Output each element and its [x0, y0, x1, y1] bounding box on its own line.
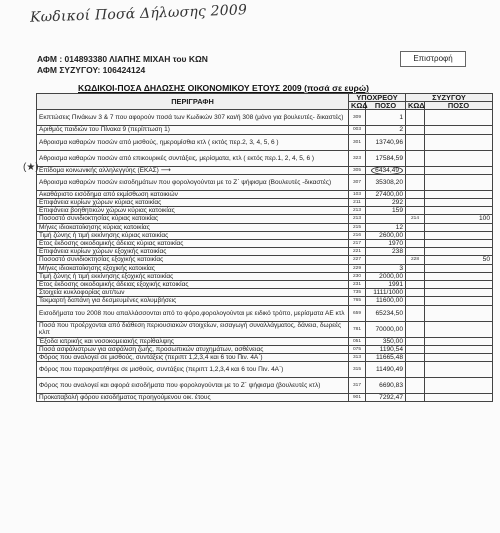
table-row	[37, 150, 493, 166]
table-row	[37, 110, 493, 126]
handwritten-star-mark: (★)	[23, 161, 39, 173]
row-spouse-code	[406, 150, 425, 166]
row-code: 735	[349, 289, 366, 297]
row-amount: 35308,20	[366, 174, 406, 190]
table-row	[37, 378, 493, 394]
row-description: Έξοδα ιατρικής και νοσοκομειακής περίθαλψης	[37, 337, 349, 345]
row-code: 051	[349, 337, 366, 345]
table-row	[37, 394, 493, 402]
row-spouse-code	[406, 174, 425, 190]
table-row	[37, 134, 493, 150]
row-amount: 1991	[366, 281, 406, 289]
row-code: 227	[349, 256, 366, 264]
row-spouse-amount	[425, 223, 493, 231]
row-amount	[366, 215, 406, 223]
row-spouse-code	[406, 134, 425, 150]
row-amount: 70000,00	[366, 321, 406, 337]
row-spouse-code	[406, 166, 425, 174]
row-spouse-code	[406, 345, 425, 353]
row-description: Επιφάνεια κυρίων χώρων εξοχικής κατοικίας	[37, 248, 349, 256]
row-description: Μήνες ιδιοκατοίκησης εξοχικής κατοικίας	[37, 264, 349, 272]
table-row	[37, 337, 493, 345]
header-obligor-code: ΚΩΔ	[349, 102, 366, 110]
row-amount: 238	[366, 248, 406, 256]
row-description: Αθροισμα καθαρών ποσών από μισθούς, ημερομίσθια κτλ ( εκτός περ.2, 3, 4, 5, 6 )	[37, 134, 349, 150]
row-code: 230	[349, 272, 366, 280]
table-row	[37, 207, 493, 215]
row-spouse-code	[406, 337, 425, 345]
table-row	[37, 289, 493, 297]
row-spouse-code	[406, 264, 425, 272]
row-code: 781	[349, 321, 366, 337]
row-spouse-amount	[425, 207, 493, 215]
row-amount: 65234,50	[366, 305, 406, 321]
table-row	[37, 174, 493, 190]
row-spouse-code	[406, 289, 425, 297]
row-description: Εισοδήματα του 2008 που απαλλάσσονται από το φόρο,φορολογούνται με ειδικό τρόπο, μερίσματα ΑΕ κτλ	[37, 305, 349, 321]
row-spouse-code	[406, 240, 425, 248]
row-spouse-code	[406, 378, 425, 394]
row-code: 003	[349, 126, 366, 134]
table-row	[37, 264, 493, 272]
row-description: Ετος έκδοσης οικοδομικής άδειας κύριας κατοικίας	[37, 240, 349, 248]
row-description: Ακαθάριστο εισόδημα από εκμίσθωση κατοικιών	[37, 190, 349, 198]
header-description: ΠΕΡΙΓΡΑΦΗ	[37, 94, 349, 110]
header-spouse-code: ΚΩΔ	[406, 102, 425, 110]
row-spouse-code	[406, 248, 425, 256]
row-code: 221	[349, 248, 366, 256]
row-spouse-amount	[425, 289, 493, 297]
row-code: 301	[349, 134, 366, 150]
row-spouse-amount: 100	[425, 215, 493, 223]
row-amount: 7292,47	[366, 394, 406, 402]
circled-amount: 6434,49	[371, 166, 403, 175]
row-description: Ποσοστό συνιδιοκτησίας κύριας κατοικίας	[37, 215, 349, 223]
table-row	[37, 166, 493, 174]
row-code: 659	[349, 305, 366, 321]
table-body	[23, 110, 493, 402]
row-spouse-code	[406, 305, 425, 321]
row-spouse-amount	[425, 199, 493, 207]
row-spouse-amount	[425, 248, 493, 256]
row-amount: 13740,96	[366, 134, 406, 150]
row-code: 229	[349, 264, 366, 272]
table-row	[37, 305, 493, 321]
row-code: 215	[349, 223, 366, 231]
row-spouse-amount	[425, 190, 493, 198]
row-description: Επιφάνεια κυρίων χώρων κύριας κατοικίας	[37, 199, 349, 207]
row-description: Προκαταβολή φόρου εισοδήματος προηγούμενου οικ. έτους	[37, 394, 349, 402]
row-description: Τεκμαρτή δαπάνη για δεσμευμένες κολυμβήσεις	[37, 297, 349, 305]
row-description: Εκπτώσεις Πινάκων 3 & 7 που αφορούν ποσά των Κωδικών 307 και/ή 308 (μόνο για βουλευτές- δικαστές)	[37, 110, 349, 126]
table-row	[37, 126, 493, 134]
header-obligor: ΥΠΟΧΡΕΟΥ	[349, 94, 406, 102]
row-spouse-amount	[425, 264, 493, 272]
row-spouse-amount	[425, 305, 493, 321]
row-amount: 17584,59	[366, 150, 406, 166]
row-spouse-code	[406, 321, 425, 337]
row-code: 217	[349, 240, 366, 248]
table-row	[37, 362, 493, 378]
table-row	[37, 297, 493, 305]
row-description: Τιμή ζώνης ή τιμή εκκίνησης εξοχικής κατοικίας	[37, 272, 349, 280]
row-description: Στοιχεία κυκλοφορίας αυτ/των	[37, 289, 349, 297]
row-spouse-amount	[425, 362, 493, 378]
row-amount: 292	[366, 199, 406, 207]
row-spouse-amount	[425, 378, 493, 394]
row-spouse-code	[406, 231, 425, 239]
handwritten-arrow-mark: ⟶	[158, 166, 171, 174]
return-button[interactable]: Επιστροφή	[400, 51, 466, 67]
row-amount: 1190,54	[366, 345, 406, 353]
row-spouse-code	[406, 281, 425, 289]
row-amount: 350,00	[366, 337, 406, 345]
handwritten-title: Κωδικοί Ποσά Δήλωσης 2009	[29, 2, 248, 26]
row-spouse-code	[406, 110, 425, 126]
row-code: 305	[349, 166, 366, 174]
row-amount: 12	[366, 223, 406, 231]
row-description: Ποσά που προέρχονται από διάθεση περιουσιακών στοιχείων, εισαγωγή συναλλάγματος, δάνεια, δωρεές κλπ	[37, 321, 349, 337]
row-code: 309	[349, 110, 366, 126]
row-spouse-amount	[425, 240, 493, 248]
row-description: Αριθμός παιδιών του Πίνακα 9 (περίπτωση 1)	[37, 126, 349, 134]
row-spouse-amount	[425, 297, 493, 305]
row-spouse-amount	[425, 281, 493, 289]
row-spouse-code	[406, 297, 425, 305]
table-row	[37, 240, 493, 248]
row-description: Τιμή ζώνης ή τιμή εκκίνησης κύριας κατοικίας	[37, 231, 349, 239]
row-code: 211	[349, 199, 366, 207]
table-row	[37, 345, 493, 353]
taxpayer-afm: ΑΦΜ : 014893380 ΛΙΑΠΗΣ ΜΙΧΑΗ του ΚΩΝ	[37, 54, 208, 64]
table-row	[37, 199, 493, 207]
table-row	[37, 321, 493, 337]
row-spouse-amount	[425, 394, 493, 402]
header-spouse: ΣΥΖΥΓΟΥ	[406, 94, 493, 102]
row-spouse-amount	[425, 110, 493, 126]
row-description-text: Επίδομα κοινωνικής αλληλεγγύης (ΕΚΑΣ)	[39, 166, 159, 174]
row-code: 213	[349, 215, 366, 223]
row-spouse-code	[406, 126, 425, 134]
row-spouse-code: 214	[406, 215, 425, 223]
table-row	[37, 354, 493, 362]
row-description: Ποσά ασφάλιστρων για ασφάλιση ζωής, προσωπικών ατυχημάτων, ασθένειας	[37, 345, 349, 353]
row-spouse-amount	[425, 231, 493, 239]
table-row	[37, 272, 493, 280]
row-spouse-amount	[425, 337, 493, 345]
row-code: 103	[349, 190, 366, 198]
row-amount: 2	[366, 126, 406, 134]
row-description: Επιφάνεια βοηθητικών χώρων κύριας κατοικίας	[37, 207, 349, 215]
row-code: 231	[349, 281, 366, 289]
row-spouse-amount	[425, 134, 493, 150]
row-description: Μήνες ιδιοκατοίκησης κύριας κατοικίας	[37, 223, 349, 231]
row-code: 315	[349, 362, 366, 378]
row-code: 323	[349, 150, 366, 166]
row-amount: 11600,00	[366, 297, 406, 305]
row-spouse-amount	[425, 166, 493, 174]
row-code: 765	[349, 297, 366, 305]
row-code: 317	[349, 378, 366, 394]
table-row	[37, 190, 493, 198]
row-amount: 1111/1000	[366, 289, 406, 297]
row-spouse-amount	[425, 354, 493, 362]
table-row	[37, 223, 493, 231]
row-description: Ποσοστό συνιδιοκτησίας εξοχικής κατοικίας	[37, 256, 349, 264]
row-code: 075	[349, 345, 366, 353]
row-amount: 2000,00	[366, 272, 406, 280]
row-amount: 11665,48	[366, 354, 406, 362]
row-amount: 1970	[366, 240, 406, 248]
row-description: Φόρος που αναλογεί σε μισθούς, συντάξεις (περιπτ 1,2,3,4 και 6 του Πιν. 4Α΄)	[37, 354, 349, 362]
row-amount: 11490,49	[366, 362, 406, 378]
row-code: 313	[349, 354, 366, 362]
row-description: Φόρος που παρακρατήθηκε σε μισθούς, συντάξεις (περιπτ 1,2,3,4 και 6 του Πιν. 4Α΄)	[37, 362, 349, 378]
row-amount: 6690,83	[366, 378, 406, 394]
row-amount: 2600,00	[366, 231, 406, 239]
header-spouse-amount: ΠΟΣΟ	[425, 102, 493, 110]
row-spouse-code	[406, 207, 425, 215]
row-spouse-amount: 50	[425, 256, 493, 264]
row-amount: 3	[366, 264, 406, 272]
row-spouse-code	[406, 223, 425, 231]
row-code: 901	[349, 394, 366, 402]
row-spouse-amount	[425, 272, 493, 280]
tax-codes-table	[23, 93, 493, 402]
row-code: 307	[349, 174, 366, 190]
row-spouse-code	[406, 394, 425, 402]
row-description	[23, 161, 349, 174]
tax-codes-table-wrapper	[23, 93, 492, 402]
row-spouse-amount	[425, 126, 493, 134]
row-spouse-code	[406, 362, 425, 378]
table-row	[37, 231, 493, 239]
row-description: Αθροισμα καθαρών ποσών από επικουρικές συντάξεις, μερίσματα, κτλ ( εκτός περ.1, 2, 4, 5, 6 )	[37, 150, 349, 166]
row-description: Ετος έκδοσης οικοδομικής άδειας εξοχικής κατοικίας	[37, 281, 349, 289]
spouse-afm: ΑΦΜ ΣΥΖΥΓΟΥ: 106424124	[37, 65, 146, 75]
row-amount: 159	[366, 207, 406, 215]
row-description: Φόρος που αναλογεί και αφορά εισοδήματα που φορολογούνται με το Ζ΄ ψήφισμα (βουλευτές κτλ)	[37, 378, 349, 394]
row-spouse-code	[406, 199, 425, 207]
table-row	[37, 281, 493, 289]
table-row	[37, 248, 493, 256]
row-spouse-amount	[425, 321, 493, 337]
row-code: 216	[349, 231, 366, 239]
header-obligor-amount: ΠΟΣΟ	[366, 102, 406, 110]
row-spouse-amount	[425, 150, 493, 166]
table-row	[37, 215, 493, 223]
row-spouse-code	[406, 354, 425, 362]
row-spouse-amount	[425, 174, 493, 190]
row-spouse-code	[406, 272, 425, 280]
row-amount: 1	[366, 110, 406, 126]
row-amount	[366, 166, 406, 174]
document-heading: ΚΩΔΙΚΟΙ-ΠΟΣΑ ΔΗΛΩΣΗΣ ΟΙΚΟΝΟΜΙΚΟΥ ΕΤΟΥΣ 2009 (ποσά σε ευρώ)	[78, 83, 369, 93]
row-spouse-code: 228	[406, 256, 425, 264]
table-row	[37, 256, 493, 264]
row-amount: 27400,00	[366, 190, 406, 198]
row-code: 213	[349, 207, 366, 215]
row-description: Αθροισμα καθαρών ποσών εισοδημάτων που φορολογούνται με το Ζ΄ ψήφισμα (Βουλευτές -δικαστές)	[37, 174, 349, 190]
row-spouse-amount	[425, 345, 493, 353]
row-spouse-code	[406, 190, 425, 198]
row-amount	[366, 256, 406, 264]
